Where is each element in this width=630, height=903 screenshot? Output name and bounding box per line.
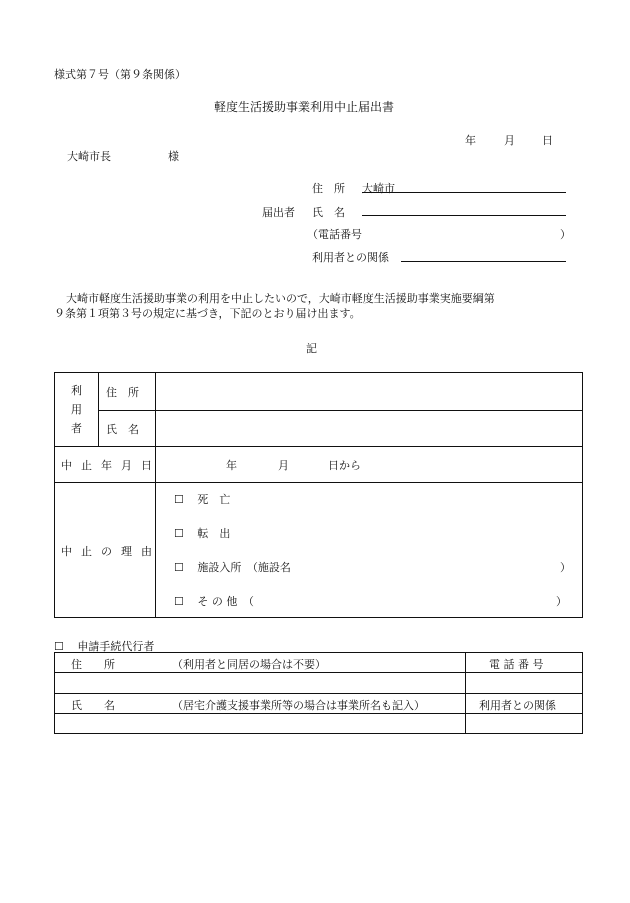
applicant-phone-close: ） <box>560 228 571 241</box>
reason-item-label: そ の 他 （ <box>197 595 254 608</box>
applicant-name-line[interactable] <box>362 215 566 216</box>
addressee-honorific: 様 <box>168 150 179 163</box>
ki-mark: 記 <box>306 342 317 355</box>
proxy-relation-label: 利用者との関係 <box>479 699 556 712</box>
checkbox-icon[interactable]: ☐ <box>174 527 184 540</box>
reason-item-label: 転 出 <box>197 527 231 540</box>
user-name-label: 氏 名 <box>106 423 139 436</box>
user-address-label: 住 所 <box>106 386 139 399</box>
proxy-phone-label: 電 話 番 号 <box>489 658 544 671</box>
reason-item[interactable] <box>174 559 291 575</box>
reason-item-label: 施設入所 （施設名 <box>197 561 291 574</box>
proxy-address-note: （利用者と同居の場合は不要） <box>172 658 326 671</box>
stop-date-from: 日から <box>328 459 361 472</box>
stop-date-month: 月 <box>278 459 289 472</box>
user-label: 利 用 者 <box>71 384 82 435</box>
date-month-label: 月 <box>504 134 515 147</box>
reason-item[interactable] <box>174 525 230 541</box>
checkbox-icon[interactable]: ☐ <box>174 561 184 574</box>
proxy-address-label: 住 所 <box>71 658 115 671</box>
reason-item[interactable] <box>174 491 230 507</box>
date-day-label: 日 <box>542 134 553 147</box>
reason-label: 中止の理由 <box>61 545 161 558</box>
user-address-cell[interactable] <box>158 375 580 407</box>
form-number: 様式第７号（第９条関係） <box>54 68 186 81</box>
proxy-relation-cell[interactable] <box>469 716 580 732</box>
proxy-address-cell[interactable] <box>58 675 462 691</box>
body-text-line2: ９条第１項第３号の規定に基づき，下記のとおり届け出ます。 <box>54 307 361 320</box>
relation-label: 利用者との関係 <box>312 251 389 264</box>
proxy-phone-cell[interactable] <box>469 675 580 691</box>
applicant-address-line[interactable] <box>362 192 566 193</box>
applicant-address-label: 住 所 <box>312 182 345 195</box>
checkbox-icon[interactable]: ☐ <box>54 640 64 653</box>
date-year-label: 年 <box>465 134 476 147</box>
main-table <box>54 372 583 618</box>
applicant-phone-label: （電話番号 <box>307 228 362 241</box>
relation-line[interactable] <box>401 261 566 262</box>
reason-item-label: 死 亡 <box>197 493 231 506</box>
proxy-name-cell[interactable] <box>58 716 462 732</box>
checkbox-icon[interactable]: ☐ <box>174 595 184 608</box>
applicant-address-value: 大崎市 <box>362 182 395 195</box>
document-title: 軽度生活援助事業利用中止届出書 <box>214 100 395 114</box>
stop-date-label: 中止年月日 <box>61 459 161 472</box>
proxy-name-note: （居宅介護支援事業所等の場合は事業所名も記入） <box>172 699 425 712</box>
reason-item[interactable] <box>174 593 254 609</box>
checkbox-icon[interactable]: ☐ <box>174 493 184 506</box>
proxy-name-label: 氏 名 <box>71 699 115 712</box>
applicant-name-label: 氏 名 <box>312 206 345 219</box>
reason-item-close: ） <box>556 595 567 608</box>
addressee: 大崎市長 <box>67 150 111 163</box>
body-text-line1: 大崎市軽度生活援助事業の利用を中止したいので，大崎市軽度生活援助事業実施要綱第 <box>66 292 495 305</box>
reason-item-close: ） <box>560 561 571 574</box>
stop-date-year: 年 <box>226 459 237 472</box>
proxy-heading-label: 申請手続代行者 <box>77 640 155 653</box>
reporter-label: 届出者 <box>262 206 295 219</box>
user-name-cell[interactable] <box>158 412 580 442</box>
